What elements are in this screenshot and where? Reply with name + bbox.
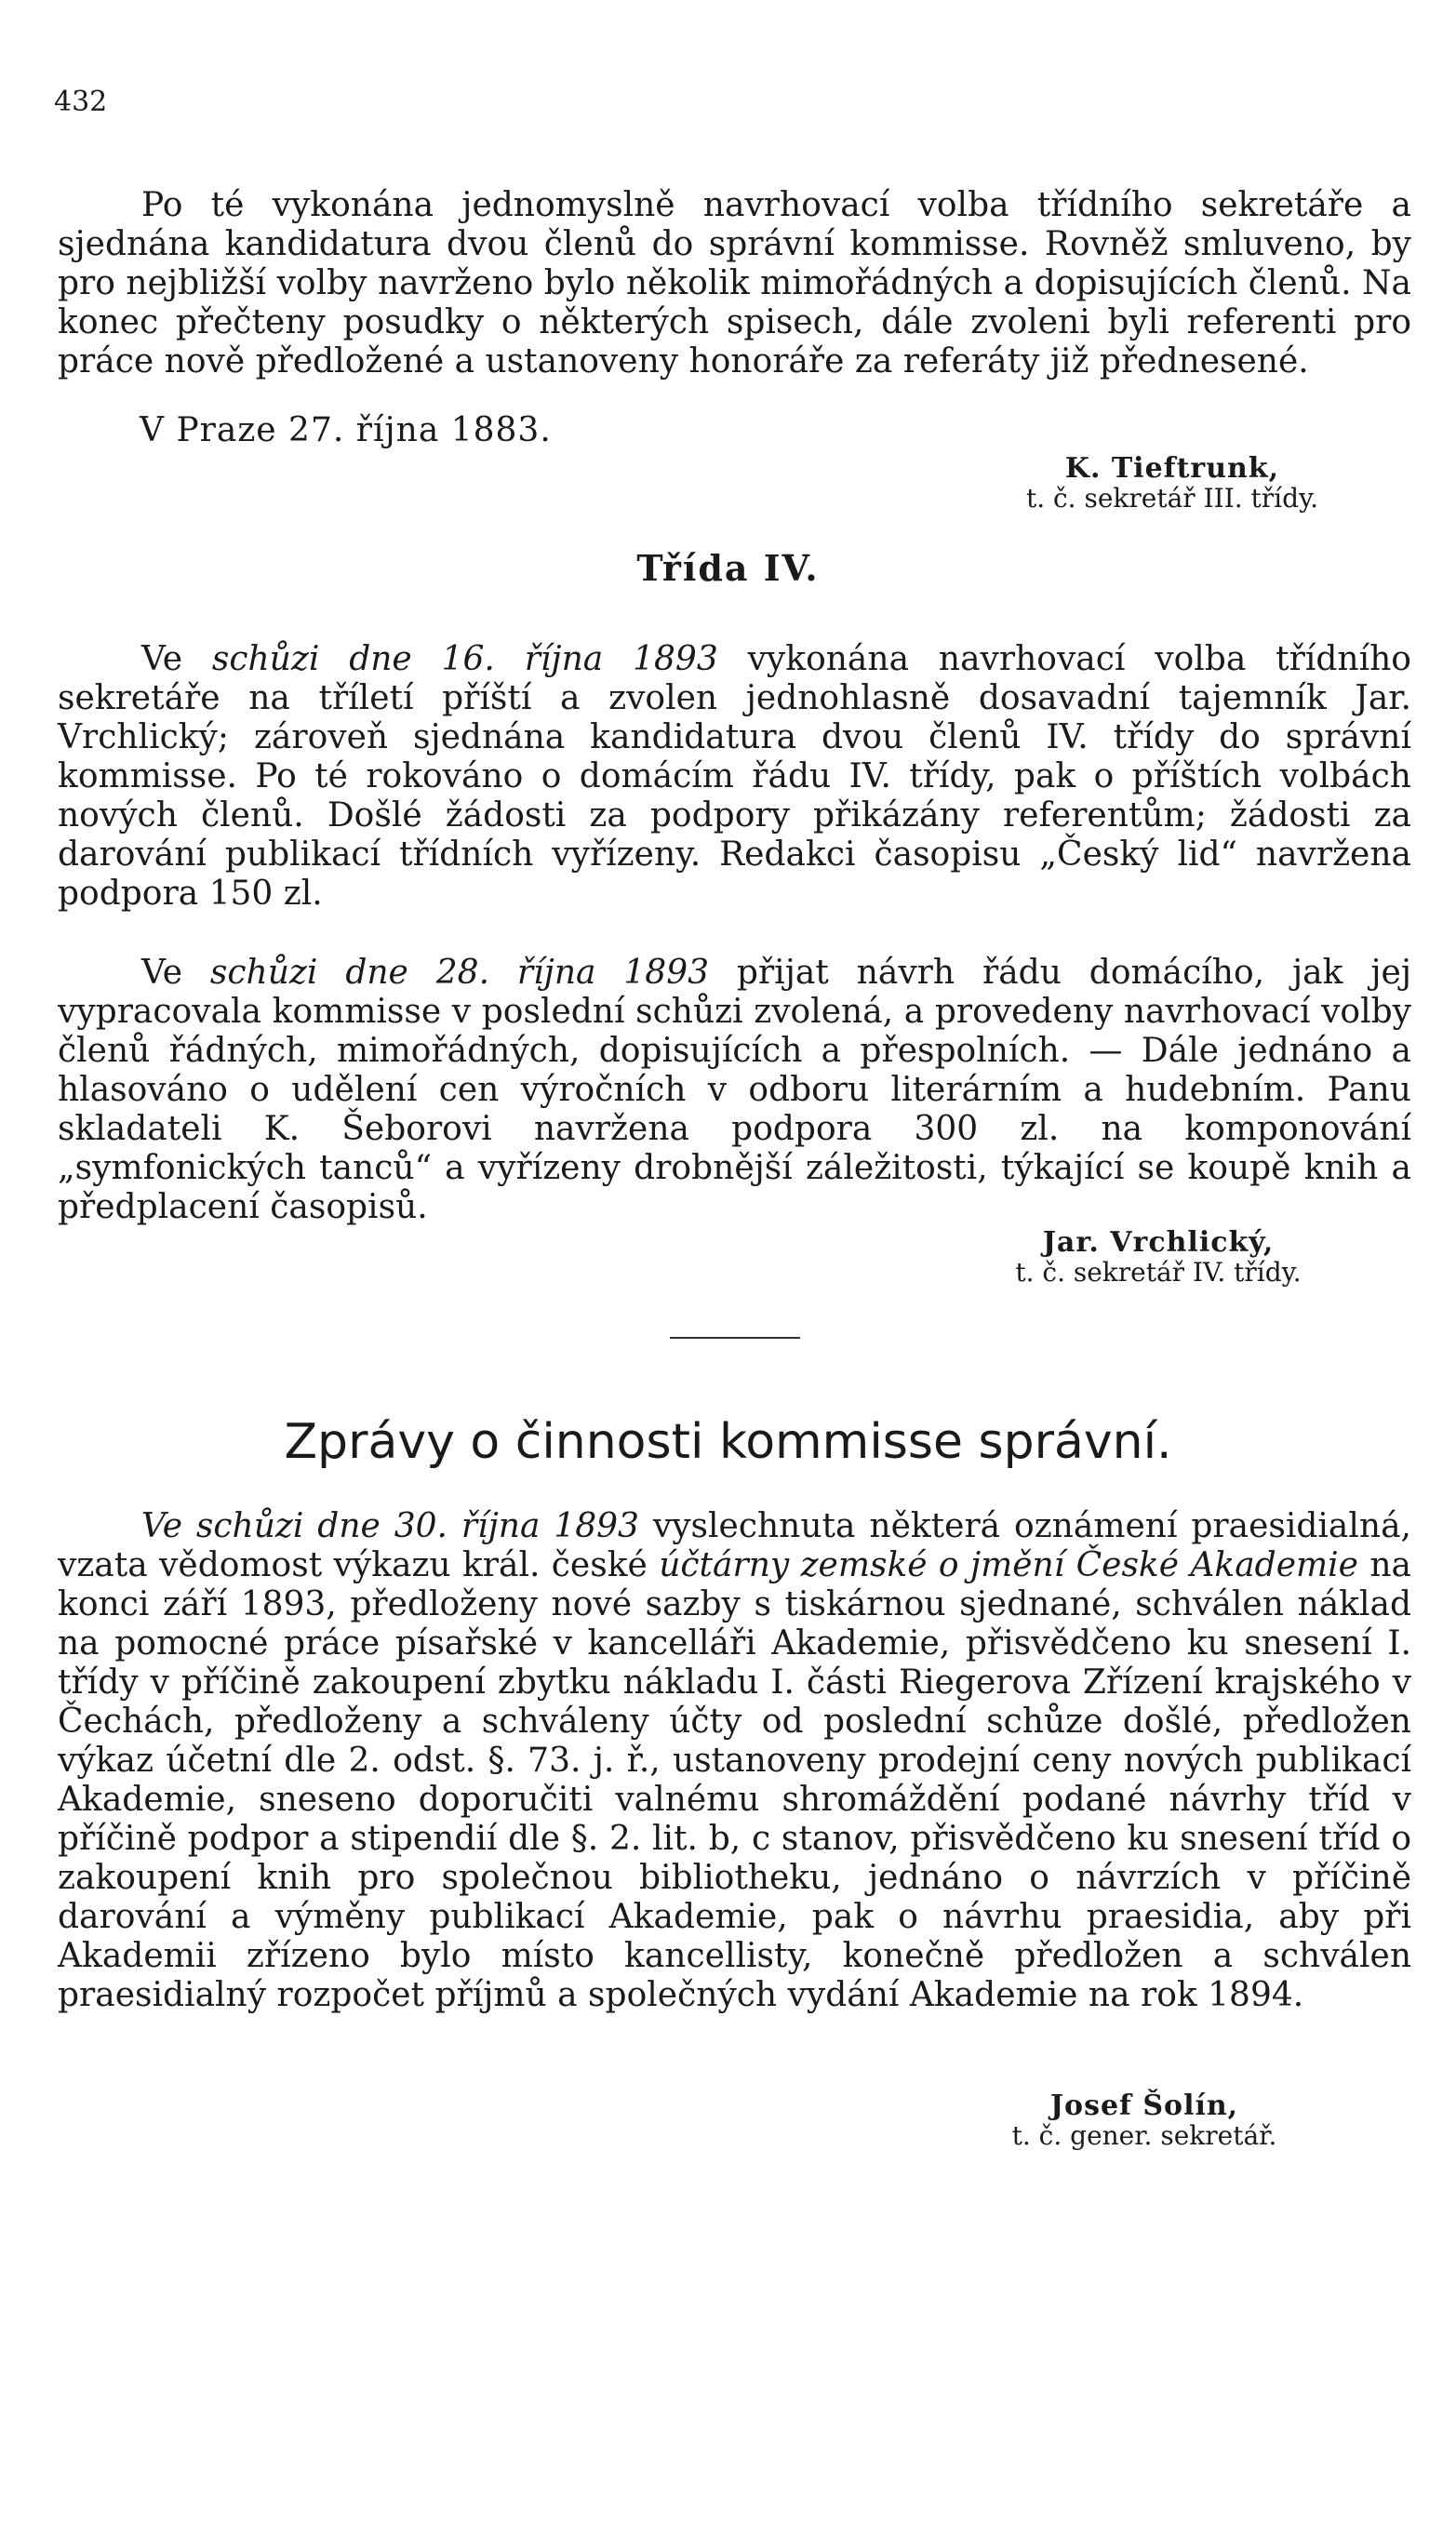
meeting-date: Ve schůzi dne 30. října 1893 — [141, 1507, 639, 1545]
page-number: 432 — [54, 86, 108, 118]
date-line: V Praze 27. října 1883. — [140, 411, 552, 449]
meeting-text: vykonána navrhovací volba třídního sekretáře na tříletí příští a zvolen jednohlasně dosavadní tajemník Jar. Vrchlický; zároveň sjednána kandidatura dvou členů IV. třídy do správní kommisse. Po té rokováno o domácím řádu IV. třídy, pak o příštích volbách nových členů. Došlé žádosti za podpory přikázány referentům; žádosti za darování publikací třídních vyřízeny. Redakci časopisu „Český lid“ navržena podpora 150 zl. — [58, 640, 1411, 913]
paragraph-class-iii-summary: Po té vykonána jednomyslně navrhovací volba třídního sekretáře a sjednána kandidatura dvou členů do správní kommisse. Rovněž smluveno, by pro nejbližší volby navrženo bylo několik mimořádných a dopisujících členů. Na konec přečteny posudky o některých spisech, dále zvoleni byli referenti pro práce nově předložené a ustanoveny honoráře za referáty již přednesené. — [58, 186, 1411, 381]
signature-title: t. č. sekretář III. třídy. — [1025, 483, 1319, 514]
admin-text-part2: na konci září 1893, předloženy nové sazby s tiskárnou sjednané, schválen náklad na pomocné práce písařské v kancelláři Akademie, přisvědčeno ku snesení I. třídy v příčině zakoupení zbytku nákladu I. části Riegerova Zřízení krajského v Čechách, předloženy a schváleny účty od poslední schůze došlé, předložen výkaz účetní dle 2. odst. §. 73. j. ř., ustanoveny prodejní ceny nových publikací Akademie, sneseno doporučiti valnému shromáždění podané návrhy tříd v příčině podpor a stipendií dle §. 2. lit. b, c stanov, přisvědčeno ku snesení tříd o zakoupení knih pro společnou bibliotheku, jednáno o návrzích v příčině darování a výměny publikací Akademie, pak o návrhu praesidia, aby při Akademii zřízeno bylo místo kancellisty, konečně předložen a schválen praesidialný rozpočet příjmů a společných vydání Akademie na rok 1894. — [58, 1546, 1411, 2014]
meeting-lead: Ve — [141, 640, 182, 678]
signature-name: K. Tieftrunk, — [1064, 452, 1280, 485]
admin-text-italic: účtárny zemské o jmění České Akademie — [659, 1546, 1358, 1584]
admin-text-part1: vyslechnuta některá oznámení praesidialná, vzata vědomost výkazu král. české — [58, 1507, 1412, 1584]
signature-name: Josef Šolín, — [1049, 2090, 1239, 2122]
signature-tieftrunk — [1005, 454, 1340, 514]
meeting-lead: Ve — [141, 954, 182, 992]
meeting-text: přijat návrh řádu domácího, jak jej vypracovala kommisse v poslední schůzi zvolená, a provedeny navrhovací volby členů řádných, mimořádných, dopisujících a přespolních. — Dále jednáno a hlasováno o udělení cen výročních v odboru literárním a hudebním. Panu skladateli K. Šeborovi navržena podpora 300 zl. na komponování „symfonických tanců“ a vyřízeny drobnější záležitosti, týkající se koupě knih a předplacení časopisů. — [58, 954, 1411, 1226]
paragraph-meeting-16-october — [58, 640, 1411, 914]
signature-vrchlicky — [958, 1228, 1358, 1288]
paragraph-meeting-28-october — [58, 954, 1411, 1227]
section-divider — [670, 1337, 800, 1339]
signature-name: Jar. Vrchlický, — [1042, 1226, 1275, 1259]
meeting-date: schůzi dne 28. října 1893 — [209, 954, 709, 992]
section-title: Zprávy o činnosti kommisse správní. — [284, 1414, 1172, 1470]
signature-solin — [949, 2091, 1340, 2151]
signature-title: t. č. gener. sekretář. — [1011, 2120, 1277, 2151]
paragraph-admin-commission — [58, 1507, 1411, 2015]
meeting-date: schůzi dne 16. října 1893 — [211, 640, 718, 678]
class-iv-heading: Třída IV. — [636, 547, 820, 589]
signature-title: t. č. sekretář IV. třídy. — [1015, 1257, 1302, 1288]
